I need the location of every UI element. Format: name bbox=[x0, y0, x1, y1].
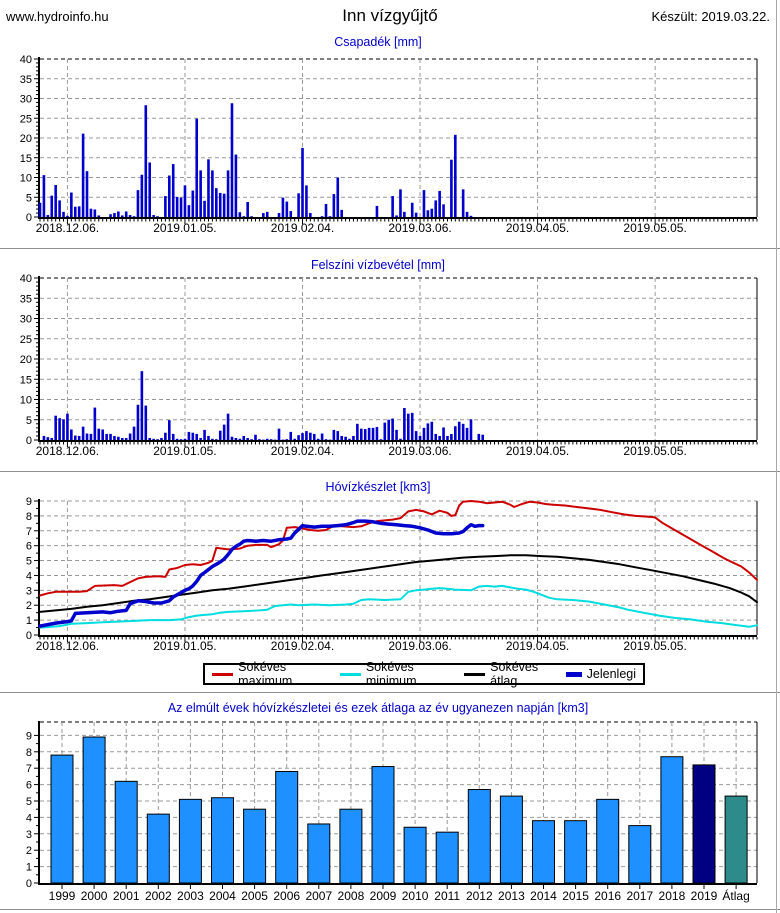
black-line-swatch-icon bbox=[464, 673, 485, 676]
svg-text:40: 40 bbox=[19, 54, 32, 66]
svg-text:8: 8 bbox=[25, 746, 32, 759]
svg-text:5: 5 bbox=[25, 414, 32, 427]
svg-text:1999: 1999 bbox=[48, 889, 76, 903]
svg-text:0: 0 bbox=[25, 435, 32, 447]
svg-text:20: 20 bbox=[19, 354, 32, 366]
svg-text:2018.12.06.: 2018.12.06. bbox=[35, 639, 100, 653]
svg-text:35: 35 bbox=[19, 293, 32, 306]
svg-text:3: 3 bbox=[25, 585, 32, 598]
blue-line-swatch-icon bbox=[566, 672, 582, 677]
chart-title-snow-water: Hóvízkészlet [km3] bbox=[325, 480, 431, 494]
svg-text:25: 25 bbox=[19, 113, 32, 126]
svg-text:2019.05.05.: 2019.05.05. bbox=[623, 221, 687, 235]
svg-text:35: 35 bbox=[19, 73, 32, 86]
legend-label-minimum: Sokéves minimum bbox=[365, 660, 417, 688]
svg-text:2011: 2011 bbox=[434, 889, 461, 903]
svg-text:6: 6 bbox=[25, 779, 32, 792]
svg-text:2019.01.05.: 2019.01.05. bbox=[153, 444, 217, 458]
svg-text:2019.02.04.: 2019.02.04. bbox=[270, 639, 335, 653]
svg-text:2012: 2012 bbox=[465, 889, 493, 903]
svg-text:2: 2 bbox=[25, 600, 32, 613]
svg-text:2001: 2001 bbox=[112, 889, 140, 903]
svg-text:2002: 2002 bbox=[144, 889, 172, 903]
svg-text:40: 40 bbox=[19, 273, 32, 285]
svg-text:3: 3 bbox=[25, 828, 32, 841]
svg-text:4: 4 bbox=[25, 570, 32, 583]
svg-text:2018.12.06.: 2018.12.06. bbox=[35, 444, 100, 458]
svg-text:2019.05.05.: 2019.05.05. bbox=[623, 444, 687, 458]
svg-text:0: 0 bbox=[25, 630, 32, 642]
legend-label-current: Jelenlegi bbox=[586, 667, 636, 681]
svg-text:7: 7 bbox=[25, 525, 32, 538]
svg-text:2013: 2013 bbox=[498, 889, 525, 903]
chart-title-yearly-snow-water: Az elmúlt évek hóvízkészletei és ezek átlaga az év ugyanezen napján [km3] bbox=[167, 701, 589, 715]
cyan-line-swatch-icon bbox=[340, 673, 361, 676]
svg-text:2014: 2014 bbox=[530, 889, 557, 903]
svg-text:1: 1 bbox=[25, 615, 32, 628]
svg-text:2016: 2016 bbox=[594, 889, 622, 903]
svg-text:2019.04.05.: 2019.04.05. bbox=[505, 639, 570, 653]
section-divider bbox=[0, 692, 780, 693]
created-date: Készült: 2019.03.22. bbox=[651, 9, 770, 24]
legend-label-maximum: Sokéves maximum bbox=[238, 660, 293, 688]
svg-text:2005: 2005 bbox=[241, 889, 268, 903]
svg-text:2008: 2008 bbox=[337, 889, 365, 903]
chart-title-surface-water: Felszíni vízbevétel [mm] bbox=[310, 258, 446, 272]
section-divider bbox=[0, 471, 780, 472]
svg-text:7: 7 bbox=[25, 763, 32, 776]
svg-text:5: 5 bbox=[25, 555, 32, 568]
section-divider bbox=[0, 909, 780, 910]
svg-text:4: 4 bbox=[25, 812, 32, 825]
legend-item-longterm-average bbox=[464, 660, 566, 688]
svg-text:2019: 2019 bbox=[690, 889, 718, 903]
svg-text:2019.04.05.: 2019.04.05. bbox=[505, 221, 570, 235]
section-divider bbox=[0, 248, 780, 249]
svg-text:8: 8 bbox=[25, 510, 32, 523]
legend-item-longterm-minimum bbox=[340, 660, 464, 688]
svg-text:2004: 2004 bbox=[209, 889, 236, 903]
svg-text:2019.03.06.: 2019.03.06. bbox=[388, 444, 452, 458]
svg-text:6: 6 bbox=[25, 540, 32, 553]
svg-text:2010: 2010 bbox=[401, 889, 429, 903]
svg-text:2009: 2009 bbox=[369, 889, 397, 903]
svg-text:2019.03.06.: 2019.03.06. bbox=[388, 639, 452, 653]
svg-text:Átlag: Átlag bbox=[722, 889, 750, 903]
red-line-swatch-icon bbox=[212, 673, 233, 676]
svg-text:2019.01.05.: 2019.01.05. bbox=[153, 639, 217, 653]
page-title: Inn vízgyűjtő bbox=[342, 6, 438, 25]
svg-text:0: 0 bbox=[25, 878, 32, 890]
svg-text:2019.02.04.: 2019.02.04. bbox=[270, 221, 335, 235]
svg-text:2006: 2006 bbox=[273, 889, 301, 903]
svg-text:1: 1 bbox=[25, 861, 32, 874]
site-link[interactable]: www.hydroinfo.hu bbox=[6, 9, 109, 24]
svg-text:2015: 2015 bbox=[562, 889, 589, 903]
legend-item-current bbox=[566, 667, 636, 681]
page-right-border bbox=[776, 0, 777, 913]
snow-water-legend bbox=[203, 660, 645, 688]
svg-text:2017: 2017 bbox=[626, 889, 654, 903]
legend-label-average: Sokéves átlag bbox=[490, 660, 539, 688]
svg-text:2019.05.05.: 2019.05.05. bbox=[623, 639, 687, 653]
svg-text:20: 20 bbox=[19, 133, 32, 145]
svg-text:30: 30 bbox=[19, 313, 32, 326]
svg-text:2003: 2003 bbox=[177, 889, 204, 903]
svg-text:2019.02.04.: 2019.02.04. bbox=[270, 444, 335, 458]
svg-text:25: 25 bbox=[19, 333, 32, 346]
legend-item-longterm-maximum bbox=[212, 660, 340, 688]
svg-text:2018: 2018 bbox=[658, 889, 686, 903]
svg-text:15: 15 bbox=[19, 374, 32, 387]
svg-text:5: 5 bbox=[25, 192, 32, 205]
svg-text:10: 10 bbox=[19, 394, 32, 407]
svg-text:2: 2 bbox=[25, 845, 32, 858]
svg-text:2019.04.05.: 2019.04.05. bbox=[505, 444, 570, 458]
svg-text:30: 30 bbox=[19, 93, 32, 106]
chart-title-precipitation: Csapadék [mm] bbox=[334, 35, 422, 49]
svg-text:10: 10 bbox=[19, 172, 32, 185]
svg-text:2019.03.06.: 2019.03.06. bbox=[388, 221, 452, 235]
svg-text:2007: 2007 bbox=[305, 889, 333, 903]
svg-text:9: 9 bbox=[25, 496, 32, 508]
svg-text:0: 0 bbox=[25, 212, 32, 224]
svg-text:2018.12.06.: 2018.12.06. bbox=[35, 221, 100, 235]
svg-text:5: 5 bbox=[25, 796, 32, 808]
svg-text:9: 9 bbox=[25, 730, 32, 743]
svg-text:15: 15 bbox=[19, 152, 32, 165]
svg-text:2019.01.05.: 2019.01.05. bbox=[153, 221, 217, 235]
svg-text:2000: 2000 bbox=[80, 889, 108, 903]
